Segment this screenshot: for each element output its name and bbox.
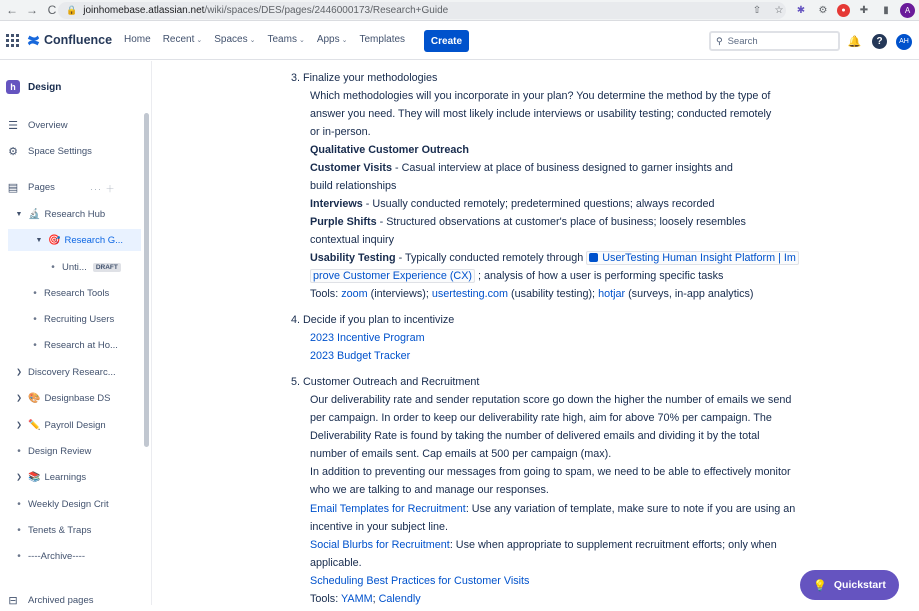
user-avatar[interactable]: AH	[896, 34, 912, 50]
s3-paragraph-line: or in-person.	[310, 126, 371, 138]
social-blurbs-link[interactable]: Social Blurbs for Recruitment	[310, 539, 450, 551]
section-3-title: 3. Finalize your methodologies	[291, 72, 438, 84]
pages-more-actions-icon[interactable]: ··· ＋	[90, 184, 116, 194]
nav-recent[interactable]: Recent ⌄	[162, 34, 203, 45]
chevron-right-icon: ❯	[16, 369, 22, 376]
pages-icon: ▤	[7, 181, 19, 194]
customer-visits-item-cont: build relationships	[310, 180, 397, 192]
extension-icon[interactable]: ✱	[796, 4, 806, 16]
address-bar[interactable]	[58, 2, 786, 19]
purple-shifts-item-cont: contextual inquiry	[310, 234, 395, 246]
tree-item-research-tools[interactable]: • Research Tools	[0, 282, 141, 304]
usability-testing-item-cont: prove Customer Experience (CX) ; analysis of how a user is performing specific tasks	[310, 267, 723, 285]
back-icon[interactable]: ←	[6, 3, 18, 17]
create-button[interactable]: Create	[424, 30, 469, 52]
chevron-down-icon: ⌄	[249, 37, 256, 44]
sidebar-scrollbar[interactable]	[144, 113, 149, 447]
nav-spaces[interactable]: Spaces ⌄	[214, 34, 256, 45]
url-path: /wiki/spaces/DES/pages/2446000173/Research+Guide	[204, 5, 449, 16]
books-icon: 📚	[28, 471, 41, 483]
tree-item-weekly-design-crit[interactable]: • Weekly Design Crit	[0, 493, 141, 515]
palette-icon: 🎨	[28, 392, 41, 404]
help-icon[interactable]: ?	[872, 34, 887, 49]
bullet-icon: •	[51, 261, 55, 273]
search-input[interactable]	[709, 31, 840, 51]
yamm-link[interactable]: YAMM	[341, 593, 373, 605]
extension-gear-icon[interactable]: ⚙	[818, 4, 828, 16]
s3-paragraph-line: answer you need. They will most likely include interviews or usability testing; conducted remotely	[310, 108, 772, 120]
pencil-icon: ✏️	[28, 419, 41, 431]
tree-item-archive[interactable]: • ----Archive----	[0, 545, 141, 567]
url-host: joinhomebase.atlassian.net	[83, 5, 205, 16]
chevron-right-icon: ❯	[16, 474, 22, 481]
overview-icon: ☰	[8, 119, 18, 132]
logo-text: Confluence	[44, 33, 113, 47]
s5-paragraph-line: In addition to preventing our messages from going to spam, we need to be able to effectively monitor	[310, 466, 791, 478]
bullet-icon: •	[33, 313, 37, 325]
space-header[interactable]	[6, 80, 61, 94]
confluence-logo[interactable]	[27, 33, 112, 47]
bullet-icon: •	[17, 550, 21, 562]
s5-paragraph-line: Deliverability Rate is found by taking the number of delivered emails and dividing it by the total	[310, 430, 760, 442]
sidebar-toggle-icon[interactable]: ▮	[883, 4, 889, 16]
email-templates-link[interactable]: Email Templates for Recruitment	[310, 503, 466, 515]
target-icon: 🎯	[48, 234, 61, 246]
lock-icon: 🔒	[66, 5, 78, 15]
qualitative-heading: Qualitative Customer Outreach	[310, 144, 469, 156]
tree-item-designbase-ds[interactable]: ❯ 🎨 Designbase DS	[0, 387, 141, 409]
chevron-down-icon: ⌄	[298, 37, 305, 44]
notifications-icon[interactable]: 🔔	[847, 36, 862, 48]
tree-item-tenets-traps[interactable]: • Tenets & Traps	[0, 519, 141, 541]
interviews-item: Interviews - Usually conducted remotely; predetermined questions; always recorded	[310, 198, 715, 210]
chevron-right-icon: ❯	[16, 395, 22, 402]
usertesting-link[interactable]: usertesting.com	[431, 288, 509, 300]
tree-item-untitled-draft[interactable]: • Unti... DRAFT	[0, 256, 141, 278]
sidebar-item-pages[interactable]: ▤ Pages	[7, 181, 55, 194]
section-5-title: 5. Customer Outreach and Recruitment	[291, 376, 480, 388]
tree-item-design-review[interactable]: • Design Review	[0, 440, 141, 462]
draft-badge: DRAFT	[93, 263, 121, 272]
social-blurbs-item: Social Blurbs for Recruitment: Use when appropriate to supplement recruitment efforts; only when	[310, 539, 777, 551]
link-shield-icon	[589, 253, 598, 262]
confluence-top-nav	[0, 22, 919, 60]
space-icon: h	[6, 80, 20, 94]
s3-paragraph-line: Which methodologies will you incorporate in your plan? You determine the method by the type of	[310, 90, 771, 102]
nav-apps[interactable]: Apps ⌄	[316, 34, 348, 45]
usertesting-smart-link[interactable]: UserTesting Human Insight Platform | Im	[586, 251, 799, 265]
space-sidebar	[0, 61, 152, 605]
chevron-right-icon: ❯	[16, 422, 22, 429]
browser-toolbar	[0, 0, 919, 21]
app-switcher-icon[interactable]	[6, 34, 19, 47]
bullet-icon: •	[17, 498, 21, 510]
forward-icon[interactable]: →	[26, 3, 38, 17]
share-icon[interactable]: ⇧	[752, 4, 762, 16]
sidebar-item-overview[interactable]: ☰ Overview	[0, 114, 141, 136]
incentive-program-link[interactable]: 2023 Incentive Program	[310, 332, 425, 344]
space-name: Design	[28, 81, 62, 93]
chevron-down-icon: ⌄	[196, 37, 203, 44]
archive-icon: ⊟	[8, 594, 18, 607]
email-templates-item-cont: incentive in your subject line.	[310, 521, 449, 533]
section-4-title: 4. Decide if you plan to incentivize	[291, 314, 455, 326]
tree-item-recruiting-users[interactable]: • Recruiting Users	[0, 308, 141, 330]
s5-paragraph-line: who we are talking to and manage our responses.	[310, 484, 549, 496]
usability-testing-item: Usability Testing - Typically conducted remotely through UserTesting Human Insight Platform | Im	[310, 249, 799, 267]
s5-paragraph-line: number of emails sent. Cap emails at 500 per campaign (max).	[310, 448, 612, 460]
tree-item-research-at-homebase[interactable]: • Research at Ho...	[0, 334, 141, 356]
tools-line-2: Tools: YAMM; Calendly	[310, 593, 421, 605]
gear-icon: ⚙	[8, 145, 18, 158]
usertesting-smart-link-cont[interactable]: prove Customer Experience (CX)	[310, 269, 475, 283]
chevron-down-icon: ▼	[15, 210, 23, 218]
s5-paragraph-line: per campaign. In order to keep our deliverability rate high, aim for above 70% per campaign. The	[310, 412, 772, 424]
search-icon: ⚲	[716, 35, 723, 46]
bullet-icon: •	[17, 524, 21, 536]
bookmark-star-icon[interactable]: ☆	[774, 4, 784, 16]
chevron-down-icon: ▼	[35, 236, 43, 244]
zoom-link[interactable]: zoom	[341, 288, 368, 300]
reload-icon[interactable]: C	[47, 3, 57, 17]
tree-item-research-hub[interactable]: ▼ 🔬 Research Hub	[15, 208, 106, 220]
chevron-down-icon: ⌄	[341, 37, 348, 44]
tools-line: Tools: zoom (interviews); usertesting.com (usability testing); hotjar (surveys, in-app analytics)	[310, 288, 754, 300]
bullet-icon: •	[17, 445, 21, 457]
microscope-icon: 🔬	[28, 208, 41, 220]
sidebar-item-archived-pages[interactable]: ⊟ Archived pages	[0, 589, 141, 611]
bullet-icon: •	[33, 287, 37, 299]
extension-record-icon[interactable]: ●	[837, 4, 850, 17]
profile-avatar[interactable]: A	[900, 3, 915, 18]
confluence-logo-icon	[27, 34, 40, 47]
puzzle-icon[interactable]: ✚	[859, 4, 869, 16]
lightbulb-icon: 💡	[813, 579, 827, 592]
email-templates-item: Email Templates for Recruitment: Use any variation of template, make sure to note if you are using an	[310, 503, 796, 515]
bullet-icon: •	[33, 339, 37, 351]
nav-templates[interactable]: Templates	[359, 34, 406, 45]
nav-home[interactable]: Home	[124, 34, 151, 45]
sidebar-item-space-settings[interactable]: ⚙ Space Settings	[0, 140, 141, 162]
purple-shifts-item: Purple Shifts - Structured observations at customer's place of business; loosely resembles	[310, 216, 746, 228]
customer-visits-item: Customer Visits - Casual interview at place of business designed to garner insights and	[310, 162, 733, 174]
quickstart-button[interactable]: 💡 Quickstart	[800, 570, 899, 600]
search-placeholder: Search	[727, 35, 758, 47]
budget-tracker-link[interactable]: 2023 Budget Tracker	[310, 350, 411, 362]
nav-teams[interactable]: Teams ⌄	[267, 34, 305, 45]
tree-item-research-guide[interactable]: ▼ 🎯 Research G...	[8, 229, 141, 251]
tree-item-payroll-design[interactable]: ❯ ✏️ Payroll Design	[0, 414, 141, 436]
social-blurbs-item-cont: applicable.	[310, 557, 362, 569]
tree-item-discovery-research[interactable]: ❯ Discovery Researc...	[0, 361, 141, 383]
s5-paragraph-line: Our deliverability rate and sender reputation score go down the higher the number of emails we send	[310, 394, 792, 406]
hotjar-link[interactable]: hotjar	[598, 288, 626, 300]
tree-item-learnings[interactable]: ❯ 📚 Learnings	[0, 466, 141, 488]
calendly-link[interactable]: Calendly	[378, 593, 421, 605]
scheduling-best-practices-link[interactable]: Scheduling Best Practices for Customer Visits	[310, 575, 530, 587]
